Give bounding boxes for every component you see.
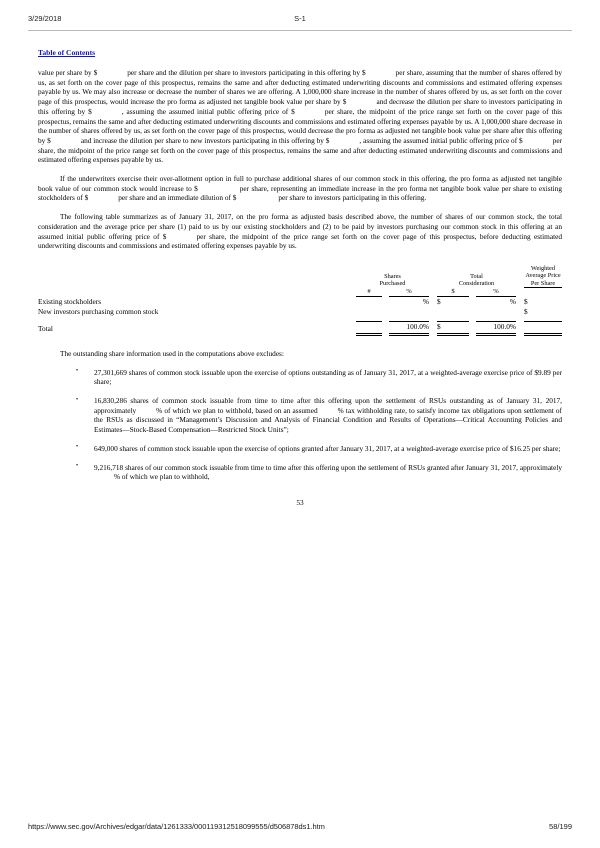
row-label-total: Total [38, 323, 53, 333]
group-header-consid-line1: Total [470, 272, 483, 280]
row-label-existing-stockholders: Existing stockholders [38, 296, 102, 306]
cell-existing-shares-percent: % [422, 296, 429, 306]
dilution-summary-table [38, 265, 562, 336]
browser-print-footer [0, 822, 600, 836]
print-date: 3/29/2018 [28, 14, 62, 23]
paragraph-dilution-sensitivity [38, 68, 562, 165]
cell-total-shares-percent: 100.0% [389, 322, 429, 334]
cell-new-consideration-percent [476, 307, 516, 317]
par1-seg-g: and increase the dilution per share to new investors participating in this offering by $ [80, 135, 330, 145]
print-document-title: S-1 [294, 14, 306, 23]
cell-total-avg-price [524, 322, 562, 334]
table-of-contents-link[interactable]: Table of Contents [38, 48, 96, 57]
group-header-total-consideration [437, 265, 516, 288]
list-item [38, 444, 562, 454]
exclusions-bullet-list [38, 368, 562, 482]
group-header-consid-line2: Consideration [458, 280, 495, 288]
cell-total-shares-number [356, 322, 382, 334]
bullet2-text-b: % of which we plan to withhold, based on an assumed [156, 405, 318, 415]
browser-print-header [0, 14, 600, 30]
table-sub-header-row [38, 288, 562, 297]
par2-seg-b: per share, representing an immediate increase in the pro forma net tangible book value per share to existing stockholders of $ [38, 183, 562, 203]
table-row-total [38, 322, 562, 334]
cell-existing-shares-number [356, 296, 382, 307]
page-number: 53 [296, 497, 304, 507]
page-indicator: 58/199 [549, 822, 572, 831]
par3-seg-b: per share, the midpoint of the price range set forth on the cover page of this prospectus, before deducting estimated underwriting discounts and commissions and estimated offering expenses payable by us. [38, 231, 562, 251]
bullet-list-intro: The outstanding share information used in the computations above excludes: [60, 348, 284, 358]
par2-seg-c: per share and an immediate dilution of $ [118, 193, 237, 203]
par1-seg-d: and decrease the dilution per share to investors participating in this offering by $ [38, 97, 562, 116]
par3-seg-a: The following table summarizes as of January 31, 2017, on the pro forma as adjusted basis described above, the number of shares of our common stock, the total consideration and the average price per share (1) paid to us by our existing stockholders and (2) to be paid by investors purchasing our common stock in this offering at an assumed initial public offering price of $ [38, 212, 562, 241]
par1-seg-h: , assuming the assumed initial public offering price of $ [359, 135, 523, 145]
row-label-new-investors: New investors purchasing common stock [38, 307, 159, 317]
table-row [38, 296, 562, 307]
par1-seg-i: per share, the midpoint of the price range set forth on the cover page of this prospectus, remains the same and after deducting estimated underwriting discounts and commissions and estimated offering expenses payable by us. [38, 135, 562, 165]
group-header-shares-purchased [356, 265, 429, 288]
group-header-wavg-line3: Per Share [530, 279, 556, 287]
cell-total-consideration-percent: 100.0% [476, 322, 516, 334]
group-header-wavg-line1: Weighted [531, 264, 555, 272]
table-row [38, 307, 562, 317]
sub-header-consideration-percent: % [476, 288, 516, 297]
bullet4-text-b: % of which we plan to withhold, [114, 472, 210, 482]
cell-total-consideration-dollar: $ [437, 322, 469, 334]
group-header-wavg-line2: Average Price [525, 272, 561, 280]
par1-seg-c: per share, assuming that the number of shares offered by us, as set forth on the cover page of this prospectus, remains the same and after deducting estimated underwriting discounts and commissions and estimated offering expenses payable by us. We may also increase or decrease the number of shares we are offering. A 1,000,000 share increase in the number of shares offered by us, as set forth on the cover page of this prospectus, would increase the pro forma as adjusted net tangible book value per share by $ [38, 68, 562, 107]
sub-header-consideration-dollar: $ [437, 288, 469, 297]
header-divider [28, 30, 572, 31]
paragraph-over-allotment [38, 174, 562, 203]
par1-seg-e: , assuming the assumed initial public offering price of $ [121, 106, 295, 116]
cell-existing-consideration-percent: % [509, 296, 516, 306]
list-item [38, 368, 562, 387]
group-header-shares-line2: Purchased [379, 280, 406, 288]
cell-new-consideration-dollar [437, 307, 469, 317]
bullet1-text: 27,301,669 shares of common stock issuable upon the exercise of options outstanding as of January 31, 2017, at a weighted-average exercise price of $9.89 per share; [94, 367, 562, 387]
paragraph-table-intro [38, 212, 562, 251]
cell-new-shares-number [356, 307, 382, 317]
list-item [38, 396, 562, 435]
source-url: https://www.sec.gov/Archives/edgar/data/1261333/000119312518099555/d506878ds1.htm [28, 822, 325, 831]
sub-header-shares-number: # [356, 288, 382, 297]
list-item [38, 463, 562, 482]
table-group-header-row [38, 265, 562, 288]
cell-new-avg-price: $ [524, 307, 528, 317]
par2-seg-a: If the underwriters exercise their over-allotment option in full to purchase additional shares of our common stock in this offering, the pro forma as adjusted net tangible book value of our common stock would increase to $ [38, 174, 562, 193]
sub-header-shares-percent: % [389, 288, 429, 297]
cell-existing-avg-price: $ [524, 296, 528, 306]
bullet3-text: 649,000 shares of common stock issuable upon the exercise of options granted after January 31, 2017, at a weighted-average exercise price of $16.25 per share; [94, 443, 561, 453]
par1-seg-a: value per share by $ [38, 68, 98, 77]
par1-seg-f: per share, the midpoint of the price range set forth on the cover page of this prospectus, remains the same and after deducting estimated underwriting discounts and commissions and estimated offering expenses payable by us. A 1,000,000 share decrease in the number of shares offered by us, as set forth on the cover page of this prospectus, would decrease the pro forma as adjusted net tangible book value per share after this offering by $ [38, 106, 563, 145]
cell-new-shares-percent [389, 307, 429, 317]
document-content [38, 42, 562, 507]
par2-seg-d: per share to investors participating in this offering. [278, 193, 427, 203]
group-header-weighted-avg-price [524, 265, 562, 288]
dilution-table-wrapper [38, 265, 562, 336]
bullet2-text-a: 16,830,286 shares of common stock issuable from time to time after this offering upon the settlement of RSUs outstanding as of January 31, 2017, approximately [94, 396, 562, 415]
cell-existing-consideration-dollar: $ [437, 296, 441, 306]
group-header-shares-line1: Shares [384, 272, 401, 280]
bullet2-text-c: % tax withholding rate, to satisfy income tax obligations upon settlement of the RSUs as discussed in “Management’s Discussion and Analysis of Financial Condition and Results of Operations—Critical Accounting Policies and Estimates—Stock-Based Compensation—Restricted Stock Units”; [94, 405, 562, 435]
par1-seg-b: per share and the dilution per share to investors participating in this offering by $ [127, 68, 366, 77]
bullet4-text-a: 9,216,718 shares of our common stock issuable from time to time after this offering upon the settlement of RSUs granted after January 31, 2017, approximately [94, 462, 562, 472]
